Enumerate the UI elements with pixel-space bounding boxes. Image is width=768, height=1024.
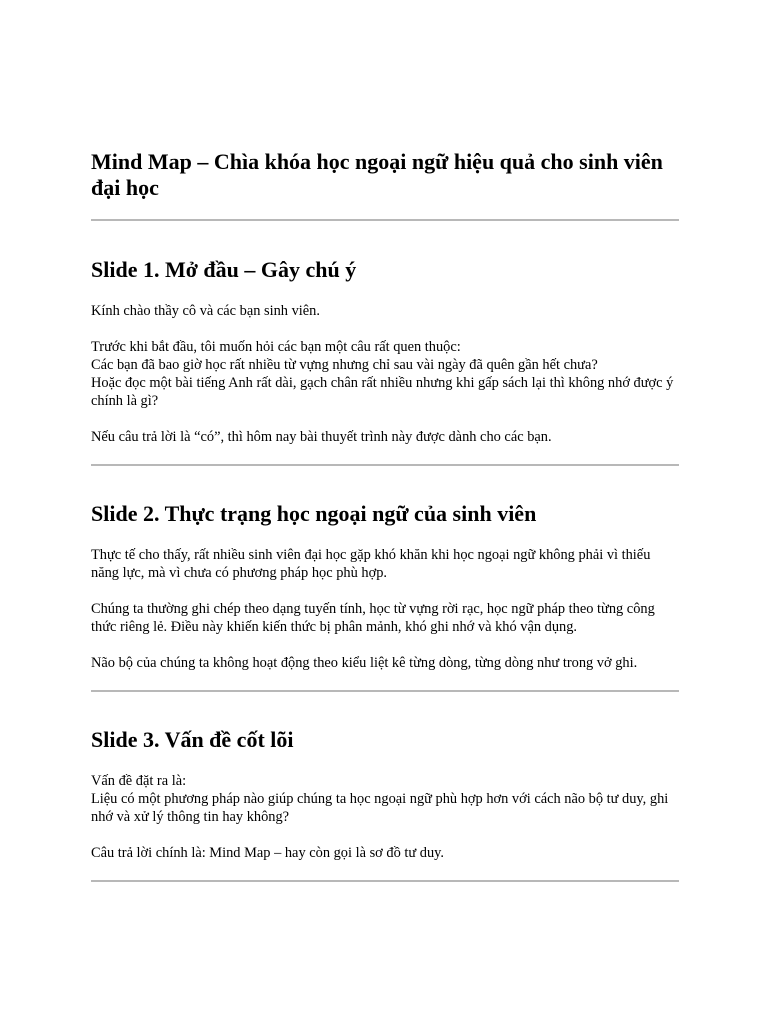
paragraph — [91, 428, 679, 446]
paragraph-line: Chúng ta thường ghi chép theo dạng tuyến tính, học từ vựng rời rạc, học ngữ pháp theo từng công thức riêng lẻ. Điều này khiến kiến thức bị phân mảnh, khó ghi nhớ và khó vận dụng. — [91, 601, 655, 635]
paragraph — [91, 772, 679, 826]
section-slide-3 — [91, 727, 679, 882]
paragraph-line: Câu trả lời chính là: Mind Map – hay còn gọi là sơ đồ tư duy. — [91, 845, 445, 861]
section-title: Slide 3. Vấn đề cốt lõi — [91, 727, 294, 752]
paragraph — [91, 654, 679, 672]
paragraph-line: Kính chào thầy cô và các bạn sinh viên. — [91, 303, 320, 319]
paragraph-line: Liệu có một phương pháp nào giúp chúng ta học ngoại ngữ phù hợp hơn với cách não bộ tư duy, ghi nhớ và xử lý thông tin hay không? — [91, 791, 669, 825]
paragraph-line: Vấn đề đặt ra là: — [91, 773, 187, 789]
paragraph — [91, 338, 679, 410]
document-title: Mind Map – Chìa khóa học ngoại ngữ hiệu quả cho sinh viên đại học — [91, 149, 663, 200]
paragraph-line: Hoặc đọc một bài tiếng Anh rất dài, gạch chân rất nhiều nhưng khi gấp sách lại thì không nhớ được ý chính là gì? — [91, 375, 674, 409]
divider — [91, 690, 679, 692]
paragraph-line: Các bạn đã bao giờ học rất nhiều từ vựng nhưng chỉ sau vài ngày đã quên gần hết chưa? — [91, 357, 598, 373]
paragraph-line: Trước khi bắt đầu, tôi muốn hỏi các bạn một câu rất quen thuộc: — [91, 339, 461, 355]
paragraph — [91, 600, 679, 636]
paragraph — [91, 546, 679, 582]
section-title: Slide 1. Mở đầu – Gây chú ý — [91, 257, 357, 282]
paragraph — [91, 844, 679, 862]
section-slide-2 — [91, 501, 679, 692]
section-title: Slide 2. Thực trạng học ngoại ngữ của sinh viên — [91, 501, 537, 526]
divider — [91, 464, 679, 466]
section-slide-1 — [91, 257, 679, 466]
paragraph-line: Thực tế cho thấy, rất nhiều sinh viên đại học gặp khó khăn khi học ngoại ngữ không phải vì thiếu năng lực, mà vì chưa có phương pháp học phù hợp. — [91, 547, 651, 581]
divider — [91, 880, 679, 882]
paragraph — [91, 302, 679, 320]
document-content — [91, 149, 679, 882]
paragraph-line: Não bộ của chúng ta không hoạt động theo kiểu liệt kê từng dòng, từng dòng như trong vở ghi. — [91, 655, 638, 671]
divider — [91, 219, 679, 221]
paragraph-line: Nếu câu trả lời là “có”, thì hôm nay bài thuyết trình này được dành cho các bạn. — [91, 429, 552, 445]
